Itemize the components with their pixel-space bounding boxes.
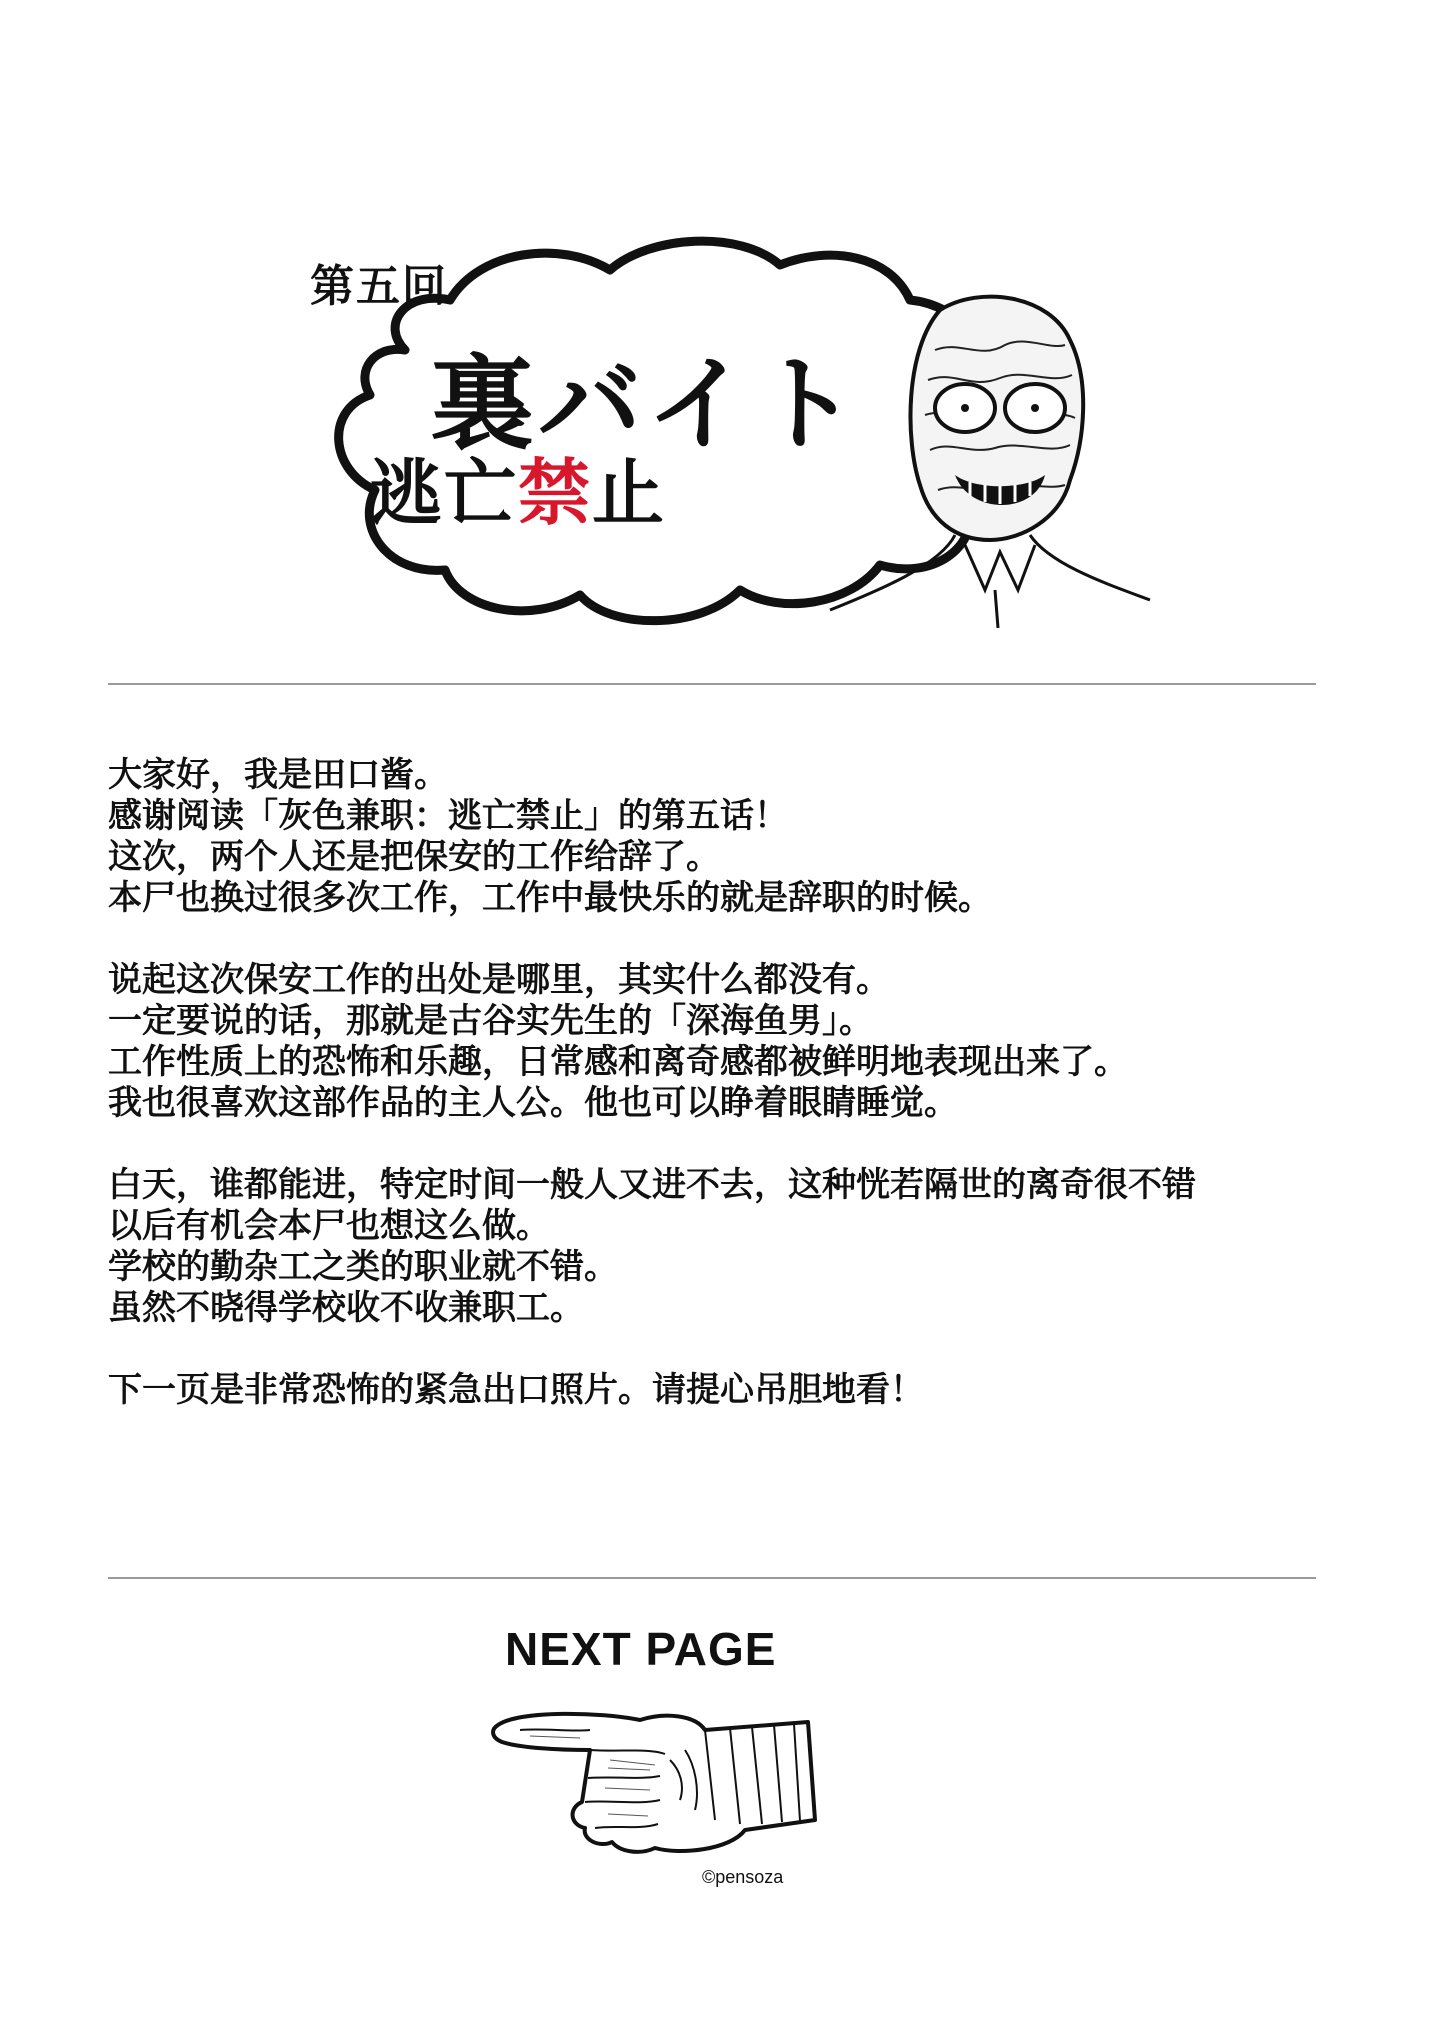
paragraph [108, 960, 1408, 1124]
episode-number: 第五回 [310, 261, 448, 312]
next-page-label[interactable]: NEXT PAGE [505, 1623, 777, 1675]
header-illustration [310, 230, 1180, 650]
text-line: 下一页是非常恐怖的紧急出口照片。请提心吊胆地看！ [108, 1370, 924, 1410]
series-logo-sub [370, 435, 666, 539]
paragraph [108, 755, 1408, 919]
text-line: 虽然不晓得学校收不收兼职工。 [108, 1288, 584, 1328]
divider-top [108, 683, 1316, 685]
series-logo-main: 裏バイト [430, 342, 863, 465]
copyright-credit: ©pensoza [702, 1867, 784, 1887]
text-line: 大家好，我是田口酱。 [108, 755, 448, 795]
text-line: 感谢阅读「灰色兼职：逃亡禁止」的第五话！ [108, 796, 788, 836]
text-line: 本尸也换过很多次工作，工作中最快乐的就是辞职的时候。 [108, 878, 992, 918]
text-line: 说起这次保安工作的出处是哪里，其实什么都没有。 [108, 960, 890, 1000]
divider-bottom [108, 1577, 1316, 1579]
afterword-text [108, 755, 1408, 1452]
logo-sub-suffix: 止 [592, 450, 667, 535]
logo-sub-prefix: 逃亡 [370, 450, 519, 535]
pointing-hand-icon [490, 1690, 820, 1860]
paragraph [108, 1165, 1408, 1329]
text-line: 我也很喜欢这部作品的主人公。他也可以睁着眼睛睡觉。 [108, 1083, 958, 1123]
zombie-face-icon [820, 290, 1160, 630]
text-line: 白天，谁都能进，特定时间一般人又进不去，这种恍若隔世的离奇很不错 [108, 1165, 1196, 1205]
text-line: 工作性质上的恐怖和乐趣，日常感和离奇感都被鲜明地表现出来了。 [108, 1042, 1128, 1082]
text-line: 一定要说的话，那就是古谷实先生的「深海鱼男」。 [108, 1001, 873, 1041]
text-line: 学校的勤杂工之类的职业就不错。 [108, 1247, 618, 1287]
logo-sub-accent: 禁 [518, 450, 593, 535]
text-line: 以后有机会本尸也想这么做。 [108, 1206, 550, 1246]
paragraph [108, 1370, 1408, 1411]
text-line: 这次，两个人还是把保安的工作给辞了。 [108, 837, 720, 877]
